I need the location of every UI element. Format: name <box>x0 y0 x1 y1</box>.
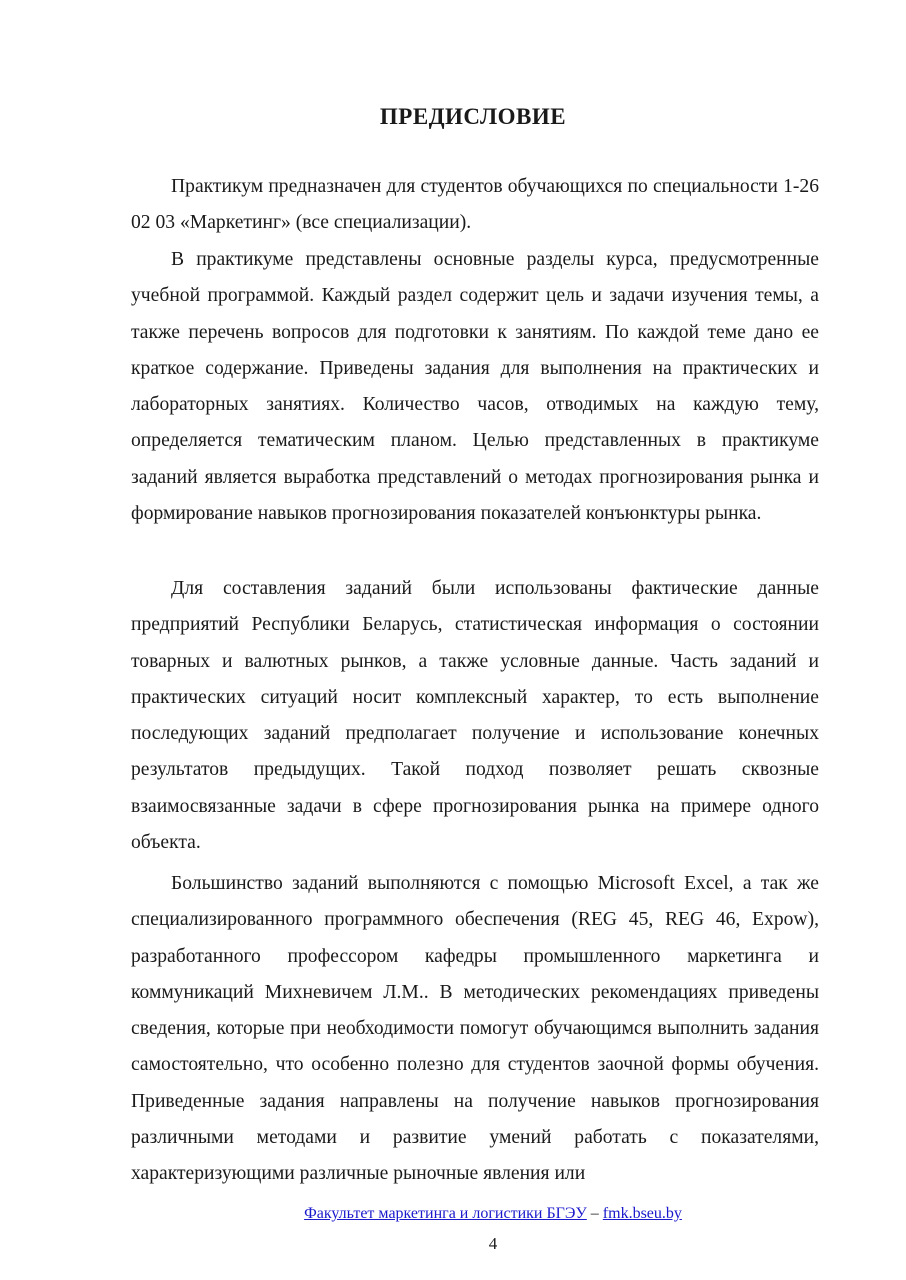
paragraph-1: Практикум предназначен для студентов обучающихся по специальности 1-26 02 03 «Маркетинг» (все специализации). <box>131 176 819 234</box>
paragraph-4: Большинство заданий выполняются с помощью Microsoft Excel, а так же специализированного программного обеспечения (REG 45, REG 46, Expow), разработанного профессором кафедры промышленного маркетинга и коммуникаций Михневичем Л.М.. В методических рекомендациях приведены сведения, которые при необходимости помогут обучающимся выполнить задания самостоятельно, что особенно полезно для студентов заочной формы обучения. Приведенные задания направлены на получение навыков прогнозирования различными методами и развитие умений работать с показателями, характеризующими различные рыночные явления или <box>131 873 819 1185</box>
footer-separator: – <box>590 1205 599 1222</box>
site-link[interactable]: fmk.bseu.by <box>602 1205 682 1222</box>
page-title: ПРЕДИСЛОВИЕ <box>379 104 567 129</box>
paragraph-3: Для составления заданий были использованы фактические данные предприятий Республики Беларусь, статистическая информация о состоянии товарных и валютных рынков, а также условные данные. Часть заданий и практических ситуаций носит комплексный характер, то есть выполнение последующих заданий предполагает получение и использование конечных результатов предыдущих. Такой подход позволяет решать сквозные взаимосвязанные задачи в сфере прогнозирования рынка на примере одного объекта. <box>131 578 819 854</box>
faculty-link[interactable]: Факультет маркетинга и логистики БГЭУ <box>304 1205 587 1222</box>
page-number: 4 <box>488 1234 498 1253</box>
paragraph-2: В практикуме представлены основные разделы курса, предусмотренные учебной программой. Каждый раздел содержит цель и задачи изучения темы, а также перечень вопросов для подготовки к занятиям. По каждой теме дано ее краткое содержание. Приведены задания для выполнения на практических и лабораторных занятиях. Количество часов, отводимых на каждую тему, определяется тематическим планом. Целью представленных в практикуме заданий является выработка представлений о методах прогнозирования рынка и формирование навыков прогнозирования показателей конъюнктуры рынка. <box>131 249 819 525</box>
page-footer <box>40 1205 906 1223</box>
